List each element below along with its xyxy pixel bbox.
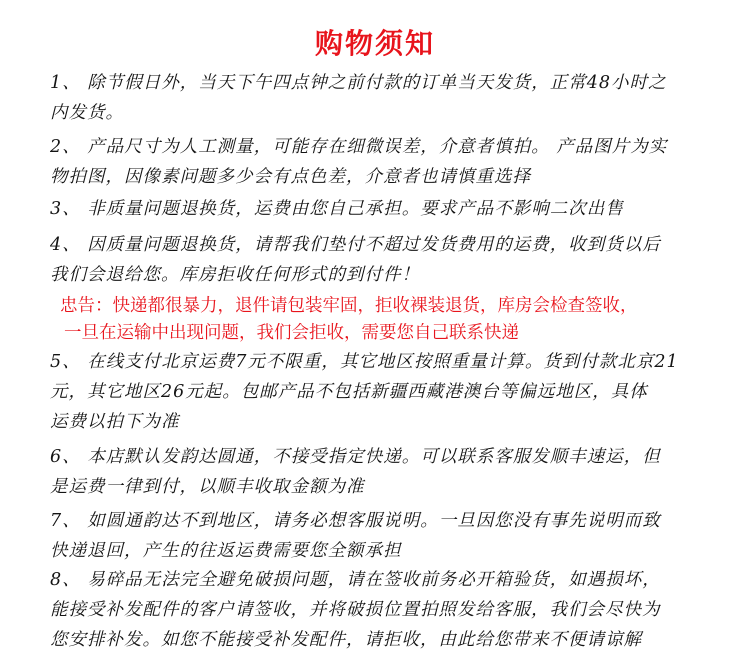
notice-item-line: 物拍图，因像素问题多少会有点色差，介意者也请慎重选择 <box>50 167 531 187</box>
notice-item-3 <box>50 194 700 224</box>
notice-item-1 <box>50 68 700 128</box>
notice-item-line: 1、 除节假日外，当天下午四点钟之前付款的订单当天发货，正常48小时之 <box>50 73 667 93</box>
notice-item-line: 2、 产品尺寸为人工测量，可能存在细微误差，介意者慎拍。 产品图片为实 <box>50 137 668 157</box>
notice-item-5 <box>50 347 700 437</box>
notice-item-line: 我们会退给您。库房拒收任何形式的到付件！ <box>50 265 420 285</box>
warning-line: 忠告：快递都很暴力，退件请包装牢固，拒收裸装退货，库房会检查签收， <box>60 296 638 316</box>
notice-item-line: 是运费一律到付，以顺丰收取金额为准 <box>50 477 365 497</box>
warning-notice <box>60 293 710 347</box>
notice-item-line: 运费以拍下为准 <box>50 412 180 432</box>
notice-item-line: 元，其它地区26元起。包邮产品不包括新疆西藏港澳台等偏远地区，具体 <box>50 382 648 402</box>
notice-item-line: 3、 非质量问题退换货，运费由您自己承担。要求产品不影响二次出售 <box>50 199 624 219</box>
notice-item-line: 6、 本店默认发韵达圆通，不接受指定快递。可以联系客服发顺丰速运，但 <box>50 447 661 467</box>
notice-item-8 <box>50 565 700 655</box>
notice-item-line: 5、 在线支付北京运费7元不限重，其它地区按照重量计算。货到付款北京21 <box>50 352 679 372</box>
warning-line: 一旦在运输中出现问题，我们会拒收，需要您自己联系快递 <box>64 323 519 343</box>
notice-item-line: 内发货。 <box>50 103 124 123</box>
notice-item-2 <box>50 132 700 192</box>
notice-item-line: 7、 如圆通韵达不到地区，请务必想客服说明。一旦因您没有事先说明而致 <box>50 511 661 531</box>
notice-item-line: 8、 易碎品无法完全避免破损问题，请在签收前务必开箱验货，如遇损坏， <box>50 570 661 590</box>
notice-item-line: 快递退回，产生的往返运费需要您全额承担 <box>50 541 402 561</box>
notice-item-line: 能接受补发配件的客户请签收，并将破损位置拍照发给客服，我们会尽快为 <box>50 600 661 620</box>
page-title: 购物须知 <box>314 27 435 60</box>
notice-item-line: 您安排补发。如您不能接受补发配件，请拒收，由此给您带来不便请谅解 <box>50 630 642 650</box>
notice-item-4 <box>50 230 700 290</box>
notice-item-line: 4、 因质量问题退换货，请帮我们垫付不超过发货费用的运费，收到货以后 <box>50 235 661 255</box>
notice-item-6 <box>50 442 700 502</box>
notice-item-7 <box>50 506 700 566</box>
